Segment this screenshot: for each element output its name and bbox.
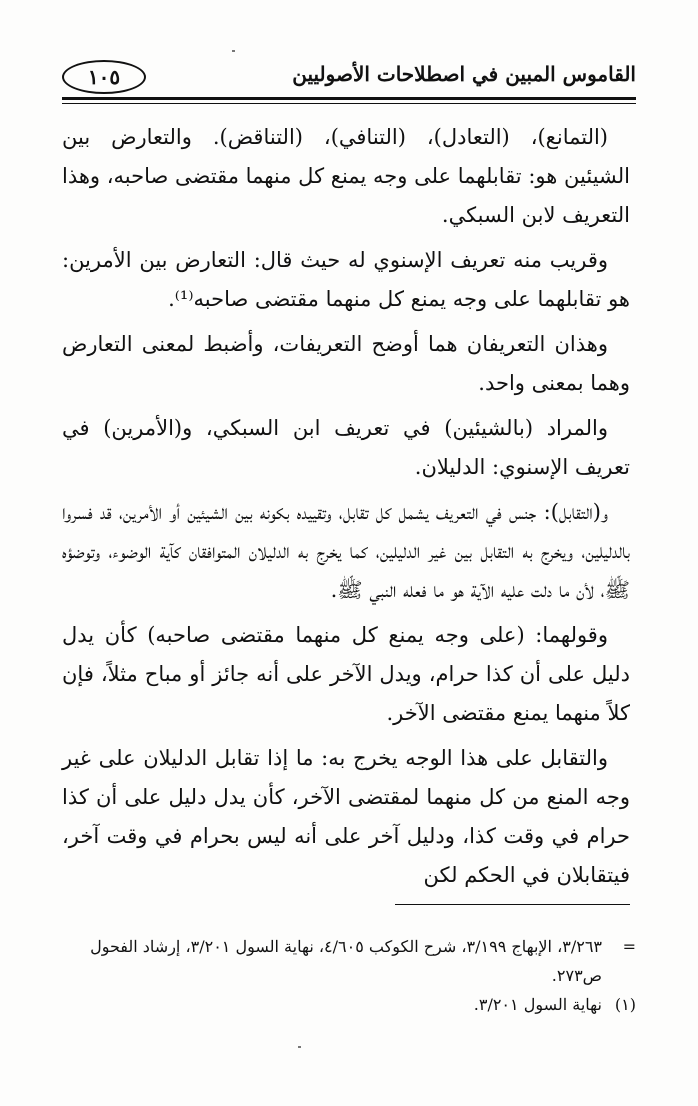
footnote-continued <box>62 932 636 990</box>
body-text <box>62 118 630 901</box>
footnote-1 <box>62 990 636 1019</box>
scan-speck <box>298 1046 301 1048</box>
footnote-text: ٣/٢٦٣، الإبهاج ٣/١٩٩، شرح الكوكب ٤/٦٠٥، نهاية السول ٣/٢٠١، إرشاد الفحول ص٢٧٣. <box>90 937 602 985</box>
paragraph: وقولهما: (على وجه يمنع كل منهما مقتضى صاحبه) كأن يدل دليل على أن كذا حرام، ويدل الآخر على أنه جائز أو مباح مثلاً، فإن كلاً منهما يمنع مقتضى الآخر. <box>62 623 630 725</box>
paragraph: وهذان التعريفان هما أوضح التعريفات، وأضبط لمعنى التعارض وهما بمعنى واحد. <box>62 332 630 395</box>
paragraph: و(التقابل): جنس في التعريف يشمل كل تقابل، وتقييده بكونه بين الشيئين أو الأمرين، قد فسروا بالدليلين، ويخرج به التقابل بين غير الدليلين، كما يخرج به الدليلان المتوافقان كآية الوضوء، وتوضؤه ﷺ، لأن ما دلت عليه الآية هو ما فعله النبي ﷺ. <box>62 500 630 602</box>
paragraph: (التمانع)، (التعادل)، (التنافي)، (التناقض). والتعارض بين الشيئين هو: تقابلهما على وجه يمنع كل منهما مقتضى صاحبه، وهذا التعريف لابن السبكي. <box>62 125 630 227</box>
header-rule-thick <box>62 97 636 100</box>
page-number-badge <box>62 60 146 94</box>
page-number: ١٠٥ <box>87 65 121 89</box>
scan-speck <box>232 50 235 52</box>
footnote-text: نهاية السول ٣/٢٠١. <box>473 995 602 1014</box>
footnote-marker: = <box>622 937 636 956</box>
footnote-marker: (١) <box>614 995 636 1014</box>
footnotes <box>62 932 636 1019</box>
header-rule-thin <box>62 103 636 104</box>
paragraph: وقريب منه تعريف الإسنوي له حيث قال: التعارض بين الأمرين: هو تقابلهما على وجه يمنع كل منهما مقتضى صاحبه⁽¹⁾. <box>62 248 630 311</box>
paragraph: والتقابل على هذا الوجه يخرج به: ما إذا تقابل الدليلان على غير وجه المنع من كل منهما لمقتضى الآخر، كأن يدل دليل على أن كذا حرام في وقت كذا، ودليل آخر على أنه ليس بحرام في وقت آخر، فيتقابلان في الحكم لكن <box>62 746 630 887</box>
paragraph: والمراد (بالشيئين) في تعريف ابن السبكي، و(الأمرين) في تعريف الإسنوي: الدليلان. <box>62 416 630 479</box>
footnote-separator <box>395 904 630 905</box>
running-header-title: القاموس المبين في اصطلاحات الأصوليين <box>292 62 636 86</box>
